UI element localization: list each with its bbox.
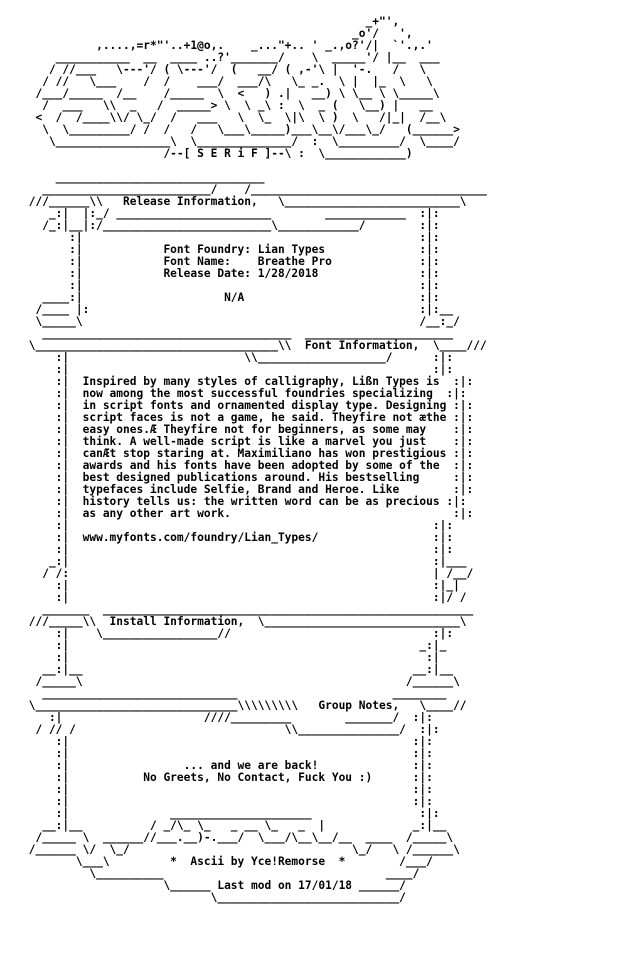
nfo-line: :| :|: xyxy=(22,363,454,376)
nfo-line: _________________________/ /___________________________________ xyxy=(22,183,487,196)
nfo-line: ///_____\\ Install Information, \_____________________________\ xyxy=(22,615,467,628)
nfo-line: /_____\ /______\ xyxy=(22,675,460,688)
nfo-line: /--[ S E R i F ]--\ : \____________) xyxy=(22,147,413,160)
nfo-line: \____________________________________\\ Font Information, \____/// xyxy=(22,339,487,352)
nfo-line: :| Inspired by many styles of calligraphy, Lißn Types is :|: xyxy=(22,375,474,388)
nfo-line: :| awards and his fonts have been adopted by some of the :|: xyxy=(22,459,474,472)
nfo-line: _____________________________ ________ xyxy=(22,687,447,700)
nfo-line: :| :|/ / xyxy=(22,591,467,604)
nfo-line: :| :|: xyxy=(22,279,440,292)
nfo-line: :| Font Name: Breathe Pro :|: xyxy=(22,255,440,268)
nfo-line: / // \___ / / ___/ ___/\ \_ _. \ | |_ \ \ xyxy=(22,75,433,88)
nfo-line: :| :|_| xyxy=(22,579,460,592)
nfo-line: ____:| N/A :|: xyxy=(22,291,440,304)
nfo-line: /______ \/ \_/ \_/ \ /______\ xyxy=(22,843,460,856)
nfo-line: _o'/ ', xyxy=(22,27,413,40)
nfo-line: :| No Greets, No Contact, Fuck You :) :|: xyxy=(22,771,433,784)
nfo-line: :| \_________________// :|: xyxy=(22,627,454,640)
nfo-line: :| :|: xyxy=(22,735,433,748)
nfo-line: :| ////_________ _______/ :|: xyxy=(22,711,433,724)
nfo-line: :| canÆt stop staring at. Maximiliano has won prestigious :|: xyxy=(22,447,474,460)
nfo-line: :| as any other art work. :|: xyxy=(22,507,474,520)
nfo-line: :| :|: xyxy=(22,783,433,796)
nfo-line: /_:|__|:/_________________________\____________/ :|: xyxy=(22,219,440,232)
nfo-line: ___________ __ ____ ..?'_______/ \ _____'/ |__ ___ xyxy=(22,51,440,64)
nfo-ascii-document xyxy=(22,16,612,946)
nfo-line: \__________ ____/ xyxy=(22,867,420,880)
nfo-line: \___\ * Ascii by Yce!Remorse * /___/ xyxy=(22,855,433,868)
nfo-line: :| \\___________________/ :|: xyxy=(22,351,454,364)
nfo-line: :| Release Date: 1/28/2018 :|: xyxy=(22,267,440,280)
nfo-line: _:| :|___ xyxy=(22,555,467,568)
nfo-line: __:|__ / _/\_ \_ _ __ \_ _ | _:|__ xyxy=(22,819,447,832)
nfo-line: / /: | /__/ xyxy=(22,567,474,580)
nfo-line: :| now among the most successful foundries specializing :|: xyxy=(22,387,467,400)
nfo-line: :| _____________________ :|: xyxy=(22,807,440,820)
nfo-line: /____ |: :|:__ xyxy=(22,303,454,316)
nfo-line: :| :|: xyxy=(22,543,454,556)
nfo-line: :| best designed publications around. His bestselling :|: xyxy=(22,471,474,484)
nfo-line: _____________________________________ ______________________ xyxy=(22,327,454,340)
nfo-line: \______________________________\\\\\\\\\ Group Notes, \____// xyxy=(22,699,467,712)
nfo-line: ///______\\ Release Information, \__________________________\ xyxy=(22,195,467,208)
nfo-line: ,....,=r*"'..+1@o,. _..."+.. ' _.,o?'/| `'.,.' xyxy=(22,39,433,52)
nfo-line: :| _:|_ xyxy=(22,639,447,652)
nfo-line: :| history tells us: the written word can be as precious :|: xyxy=(22,495,467,508)
nfo-line: :| in script fonts and ornamented display type. Designing :|: xyxy=(22,399,474,412)
nfo-line: /_____ \ ______//___.__)-.___/ \___/\__\__/__ ____ /_____\ xyxy=(22,831,454,844)
nfo-line: /___/_____ /__ /_____ \ < ) .| __) \ \__ \ \_____\ xyxy=(22,87,440,100)
nfo-line: / //___ \---'/ ( \---'/ ( __/ ( ,-'\ | '-. / \ xyxy=(22,63,427,76)
nfo-line: \_____\ /__:_/ xyxy=(22,315,460,328)
nfo-line: :| Font Foundry: Lian Types :|: xyxy=(22,243,440,256)
nfo-line: :| www.myfonts.com/foundry/Lian_Types/ :|: xyxy=(22,531,454,544)
nfo-line: :| think. A well-made script is like a marvel you just :|: xyxy=(22,435,474,448)
nfo-line: / ___ \\ _ / _____> \ \ _\ : \ _ ( \__) | __ xyxy=(22,99,433,112)
nfo-line: :| easy ones.Æ Theyfire not for beginners, as some may :|: xyxy=(22,423,474,436)
nfo-line: _+"', xyxy=(22,16,400,28)
nfo-line: _:| |:_/ _______________________ ____________ :|: xyxy=(22,207,440,220)
nfo-line: \______ Last mod on 17/01/18 ______/ xyxy=(22,879,406,892)
nfo-line: _______ _______________________________________________________ xyxy=(22,603,474,616)
nfo-line: < / /____\\/ \_/ / ___ \ \_ \|\ \ ) \ /|_| /__\ xyxy=(22,111,447,124)
nfo-line: :| :|: xyxy=(22,747,433,760)
nfo-line: \ \_________/ / / / \___\_____)___\__\/___\_/ (______> xyxy=(22,123,460,136)
nfo-line: :| :|: xyxy=(22,519,454,532)
nfo-line: :| :| xyxy=(22,651,440,664)
nfo-line: __:|__ __:|__ xyxy=(22,663,454,676)
nfo-line: \_________________\ \______________/ : \_________/ \____/ xyxy=(22,135,460,148)
nfo-line: :| :|: xyxy=(22,795,433,808)
nfo-line: \___________________________/ xyxy=(22,891,406,904)
nfo-line: :| script faces is not a game, he said. Theyfire not æthe :|: xyxy=(22,411,474,424)
nfo-line: _______________________________ xyxy=(22,171,265,184)
nfo-line: :| ... and we are back! :|: xyxy=(22,759,433,772)
nfo-line: :| typefaces include Selfie, Brand and Heroe. Like :|: xyxy=(22,483,474,496)
nfo-line: :| :|: xyxy=(22,231,440,244)
nfo-line: / // / \\_______________/ :|: xyxy=(22,723,440,736)
